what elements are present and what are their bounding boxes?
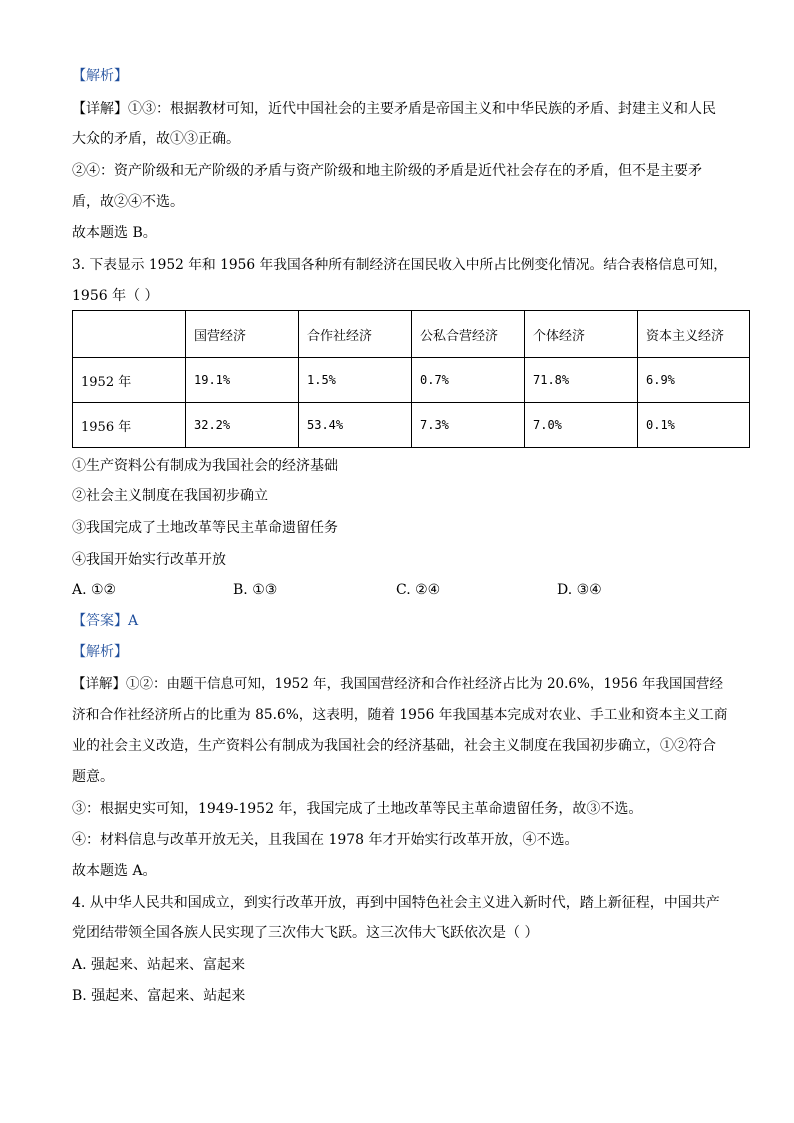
table-cell: 7.3%	[412, 403, 525, 448]
option-c: C. ②④	[396, 582, 441, 598]
statement-3: ③我国完成了土地改革等民主革命遗留任务	[72, 520, 338, 536]
detail-text: 业的社会主义改造，生产资料公有制成为我国社会的经济基础，社会主义制度在我国初步确立，①②符合	[72, 738, 716, 754]
table-header-cell: 资本主义经济	[638, 311, 750, 358]
question-4-stem: 4. 从中华人民共和国成立，到实行改革开放，再到中国特色社会主义进入新时代，踏上新征程，中国共产	[72, 895, 720, 911]
conclusion-text: 故本题选 B。	[72, 225, 157, 241]
statement-1: ①生产资料公有制成为我国社会的经济基础	[72, 458, 338, 474]
question-3-stem: 3. 下表显示 1952 年和 1956 年我国各种所有制经济在国民收入中所占比例变化情况。结合表格信息可知，	[72, 257, 727, 273]
table-cell: 0.7%	[412, 358, 525, 403]
table-header-row	[73, 311, 750, 358]
detail-text: ②④：资产阶级和无产阶级的矛盾与资产阶级和地主阶级的矛盾是近代社会存在的矛盾，但不是主要矛	[72, 163, 702, 179]
table-header-cell: 合作社经济	[299, 311, 412, 358]
table-row	[73, 358, 750, 403]
ownership-table	[72, 310, 750, 448]
question-4-stem: 党团结带领全国各族人民实现了三次伟大飞跃。这三次伟大飞跃依次是（ ）	[72, 925, 539, 941]
table-cell: 19.1%	[186, 358, 299, 403]
table-header-cell: 国营经济	[186, 311, 299, 358]
detail-text: 盾，故②④不选。	[72, 194, 184, 210]
table-cell: 1956 年	[73, 403, 186, 448]
statement-2: ②社会主义制度在我国初步确立	[72, 488, 268, 504]
table-header-cell: 公私合营经济	[412, 311, 525, 358]
table-cell: 0.1%	[638, 403, 750, 448]
detail-text: 济和合作社经济所占的比重为 85.6%，这表明，随着 1956 年我国基本完成对农业、手工业和资本主义工商	[72, 707, 728, 723]
statement-4: ④我国开始实行改革开放	[72, 552, 226, 568]
option-b: B. 强起来、富起来、站起来	[72, 988, 246, 1004]
option-b: B. ①③	[233, 582, 278, 598]
analysis-tag: 【解析】	[72, 68, 128, 84]
option-d: D. ③④	[557, 582, 602, 598]
question-3-stem: 1956 年（ ）	[72, 288, 159, 304]
conclusion-text: 故本题选 A。	[72, 863, 157, 879]
table-cell: 32.2%	[186, 403, 299, 448]
detail-text: ③：根据史实可知，1949-1952 年，我国完成了土地改革等民主革命遗留任务，故③不选。	[72, 801, 643, 817]
detail-text: 大众的矛盾，故①③正确。	[72, 131, 240, 147]
detail-text: 【详解】①③：根据教材可知，近代中国社会的主要矛盾是帝国主义和中华民族的矛盾、封建主义和人民	[72, 101, 716, 117]
analysis-tag: 【解析】	[72, 644, 128, 660]
table-header-cell	[73, 311, 186, 358]
table-header-cell: 个体经济	[525, 311, 638, 358]
option-a: A. 强起来、站起来、富起来	[72, 957, 246, 973]
detail-text: 题意。	[72, 769, 114, 785]
table-cell: 1.5%	[299, 358, 412, 403]
table-cell: 7.0%	[525, 403, 638, 448]
table-cell: 71.8%	[525, 358, 638, 403]
table-cell: 1952 年	[73, 358, 186, 403]
answer-tag: 【答案】A	[72, 613, 139, 629]
table-cell: 53.4%	[299, 403, 412, 448]
table-row	[73, 403, 750, 448]
detail-text: 【详解】①②：由题干信息可知，1952 年，我国国营经济和合作社经济占比为 20.6%，1956 年我国国营经	[72, 676, 723, 692]
option-a: A. ①②	[72, 582, 117, 598]
detail-text: ④：材料信息与改革开放无关，且我国在 1978 年才开始实行改革开放，④不选。	[72, 832, 579, 848]
table-cell: 6.9%	[638, 358, 750, 403]
